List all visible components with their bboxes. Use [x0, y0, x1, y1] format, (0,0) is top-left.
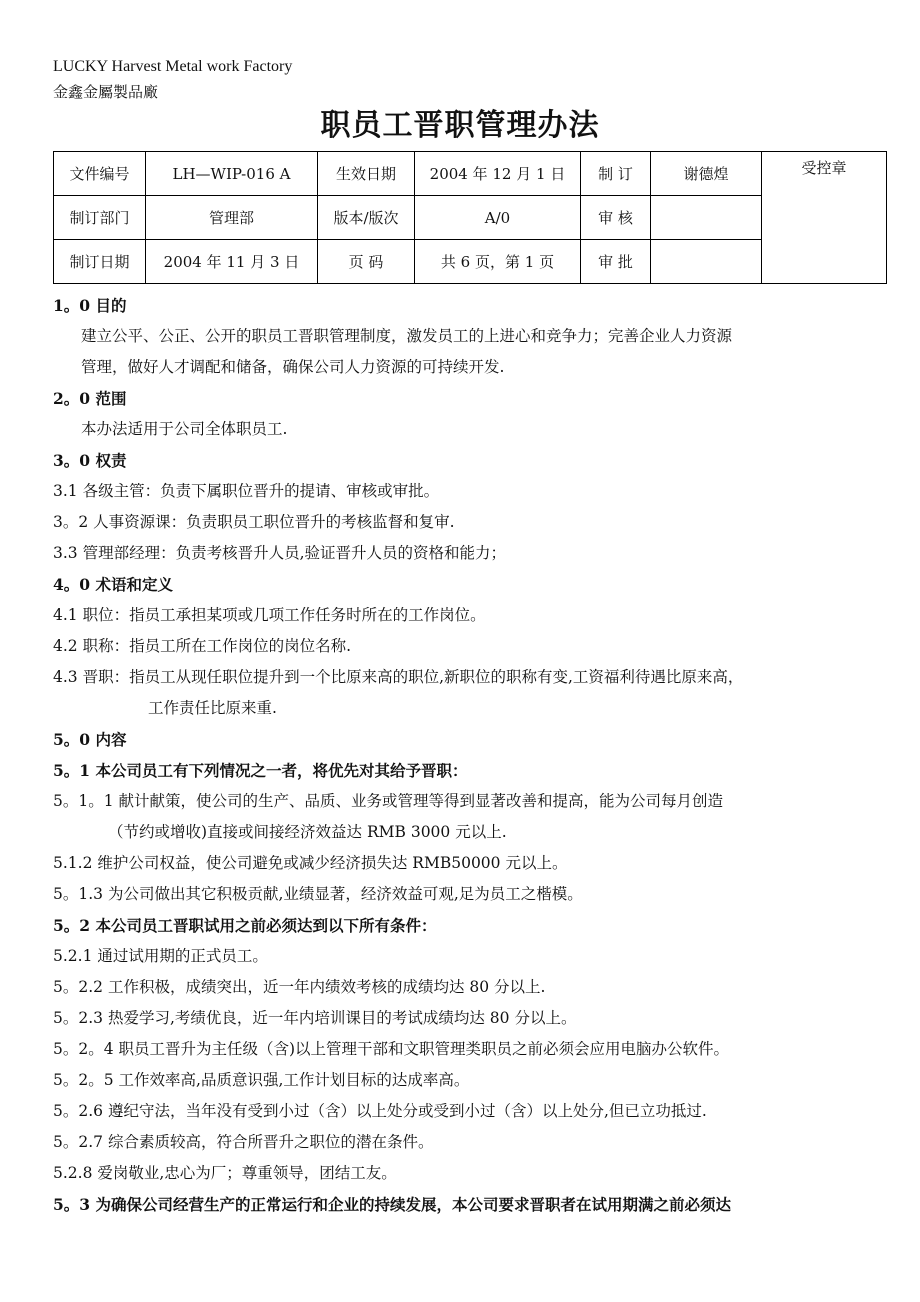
list-item: 5。2。4 职员工晋升为主任级（含)以上管理干部和文职管理类职员之前必须会应用电脑办公软件。: [53, 1040, 730, 1058]
approver-value: [651, 240, 762, 284]
department-label: 制订部门: [54, 196, 146, 240]
draft-date-label: 制订日期: [54, 240, 146, 284]
page-value: 共 6 页，第 1 页: [415, 240, 581, 284]
document-info-table: [53, 151, 887, 284]
company-name-cn: 金鑫金屬製品廠: [53, 83, 159, 101]
version-label: 版本/版次: [318, 196, 415, 240]
document-body: [53, 290, 883, 1220]
list-item: 4.2 职称：指员工所在工作岗位的岗位名称.: [53, 637, 352, 655]
controlled-stamp: 受控章: [762, 152, 887, 284]
list-item: 5.2.1 通过试用期的正式员工。: [53, 947, 268, 965]
section-heading: 5。0 内容: [53, 730, 127, 749]
list-item: 5。2.2 工作积极，成绩突出，近一年内绩效考核的成绩均达 80 分以上.: [53, 978, 546, 996]
subsection-heading: 5。3 为确保公司经营生产的正常运行和企业的持续发展，本公司要求晋职者在试用期满之前必须达: [53, 1195, 731, 1214]
list-item: 4.3 晋职：指员工从现任职位提升到一个比原来高的职位,新职位的职称有变,工资福利待遇比原来高，: [53, 668, 744, 686]
paragraph-line: 建立公平、公正、公开的职员工晋职管理制度，激发员工的上进心和竞争力；完善企业人力资源: [81, 327, 733, 345]
section-heading: 1。0 目的: [53, 296, 127, 315]
list-item: 5。1。1 献计献策，使公司的生产、品质、业务或管理等得到显著改善和提高，能为公司每月创造: [53, 792, 724, 810]
drafter-label: 制 订: [581, 152, 651, 196]
list-item: 3.1 各级主管：负责下属职位晋升的提请、审核或审批。: [53, 482, 440, 500]
section-heading: 2。0 范围: [53, 389, 127, 408]
subsection-heading: 5。2 本公司员工晋职试用之前必须达到以下所有条件：: [53, 916, 437, 935]
list-item: 5。2.7 综合素质较高，符合所晋升之职位的潜在条件。: [53, 1133, 434, 1151]
list-item: 5。2.3 热爱学习,考绩优良，近一年内培训课目的考试成绩均达 80 分以上。: [53, 1009, 577, 1027]
section-heading: 3。0 权责: [53, 451, 127, 470]
list-item: 5。1.3 为公司做出其它积极贡献,业绩显著，经济效益可观,足为员工之楷模。: [53, 885, 583, 903]
effective-date-value: 2004 年 12 月 1 日: [415, 152, 581, 196]
file-number-value: LH—WIP-016 A: [146, 152, 318, 196]
list-item: 4.1 职位：指员工承担某项或几项工作任务时所在的工作岗位。: [53, 606, 486, 624]
subsection-heading: 5。1 本公司员工有下列情况之一者，将优先对其给予晋职：: [53, 761, 468, 780]
reviewer-label: 审 核: [581, 196, 651, 240]
draft-date-value: 2004 年 11 月 3 日: [146, 240, 318, 284]
document-title: 职员工晋职管理办法: [320, 108, 600, 143]
effective-date-label: 生效日期: [318, 152, 415, 196]
list-item: 3.3 管理部经理：负责考核晋升人员,验证晋升人员的资格和能力；: [53, 544, 507, 562]
list-item: 5。2。5 工作效率高,品质意识强,工作计划目标的达成率高。: [53, 1071, 470, 1089]
list-item-continued: 工作责任比原来重.: [148, 699, 277, 717]
company-name-en: LUCKY Harvest Metal work Factory: [53, 58, 293, 75]
list-item-continued: （节约或增收)直接或间接经济效益达 RMB 3000 元以上.: [108, 823, 507, 841]
paragraph-line: 管理，做好人才调配和储备，确保公司人力资源的可持续开发.: [81, 358, 505, 376]
list-item: 5.2.8 爱岗敬业,忠心为厂；尊重领导，团结工友。: [53, 1164, 397, 1182]
list-item: 5。2.6 遵纪守法，当年没有受到小过（含）以上处分或受到小过（含）以上处分,但已立功抵过.: [53, 1102, 707, 1120]
page-label: 页 码: [318, 240, 415, 284]
info-row: [54, 152, 887, 196]
section-heading: 4。0 术语和定义: [53, 575, 173, 594]
version-value: A/0: [415, 196, 581, 240]
list-item: 3。2 人事资源课：负责职员工职位晋升的考核监督和复审.: [53, 513, 455, 531]
file-number-label: 文件编号: [54, 152, 146, 196]
list-item: 5.1.2 维护公司权益，使公司避免或减少经济损失达 RMB50000 元以上。: [53, 854, 568, 872]
drafter-value: 谢德煌: [651, 152, 762, 196]
reviewer-value: [651, 196, 762, 240]
paragraph-line: 本办法适用于公司全体职员工.: [81, 420, 288, 438]
department-value: 管理部: [146, 196, 318, 240]
approver-label: 审 批: [581, 240, 651, 284]
